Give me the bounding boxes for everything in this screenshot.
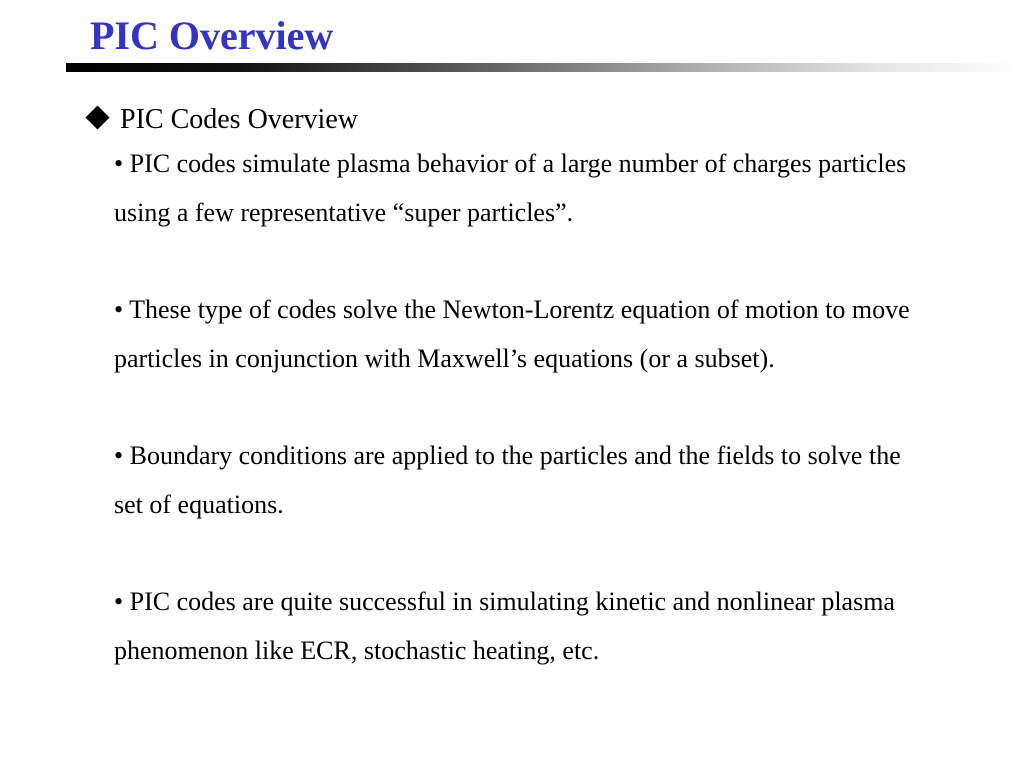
bullet-item: • These type of codes solve the Newton-Lorentz equation of motion to move particles in conjunction with Maxwell’s equations (or a subset). — [114, 295, 910, 373]
section-heading-text: PIC Codes Overview — [120, 104, 358, 135]
bullet-list — [114, 140, 934, 676]
bullet-item: • Boundary conditions are applied to the particles and the fields to solve the set of equations. — [114, 441, 901, 519]
diamond-bullet-icon — [85, 105, 109, 129]
bullet-item: • PIC codes simulate plasma behavior of a large number of charges particles using a few representative “super particles”. — [114, 149, 907, 227]
bullet-item: • PIC codes are quite successful in simulating kinetic and nonlinear plasma phenomenon like ECR, stochastic heating, etc. — [114, 587, 895, 665]
section-heading — [86, 102, 358, 138]
title-divider — [66, 63, 1024, 72]
slide-title: PIC Overview — [90, 13, 334, 58]
